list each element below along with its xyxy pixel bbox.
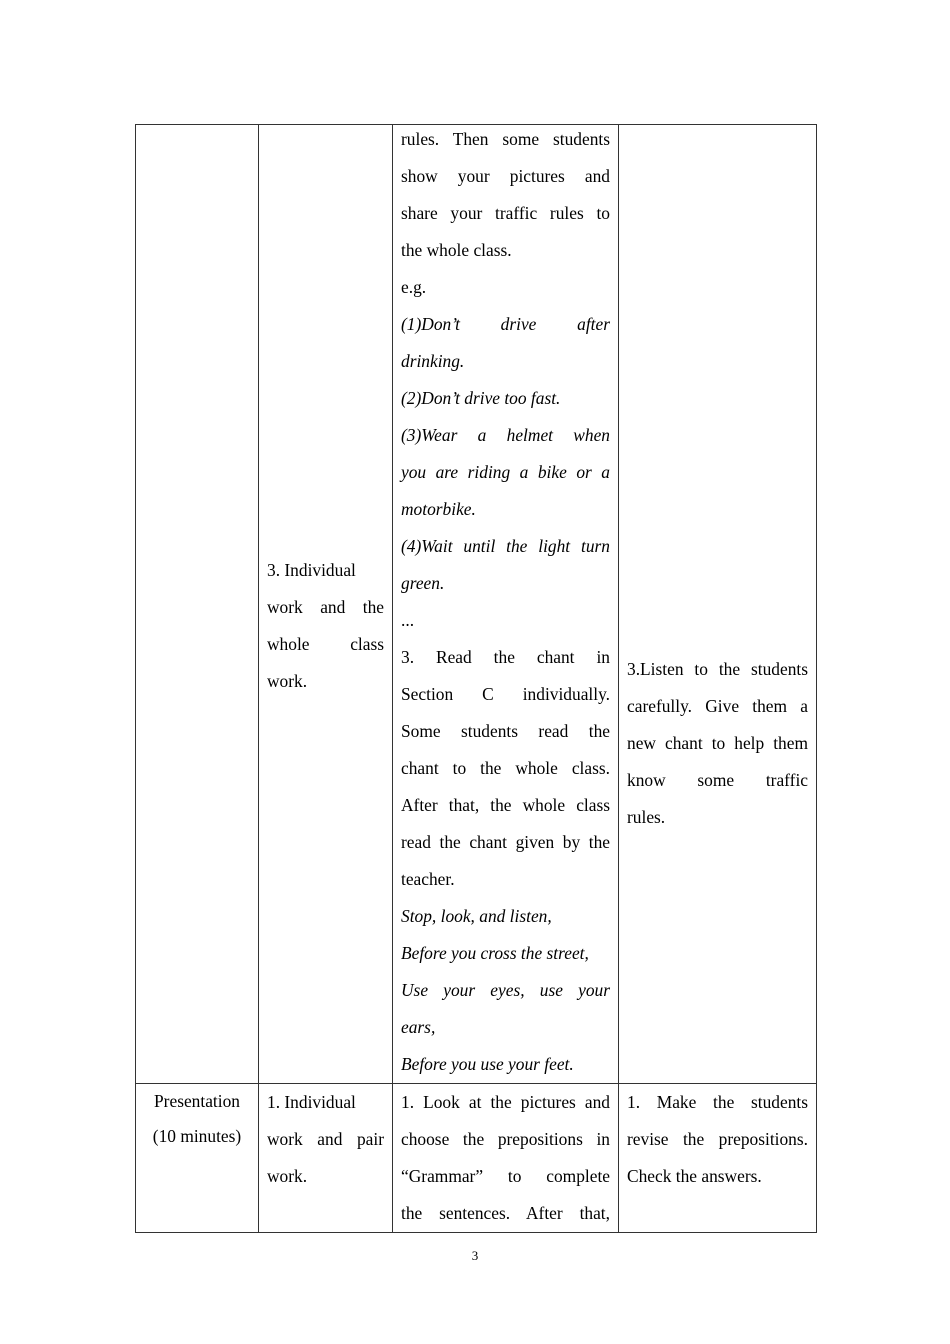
text-line: 1. Make the students: [627, 1092, 808, 1112]
text-line: new chant to help them: [627, 733, 808, 753]
traffic-rule: (4)Wait until the light turn: [401, 536, 610, 556]
lesson-plan-table: [135, 124, 817, 1233]
text-line: choose the prepositions in: [401, 1129, 610, 1149]
table-row: [136, 125, 817, 1084]
text-line: teacher.: [401, 869, 455, 889]
activity-type-line: work.: [267, 671, 308, 691]
page-number: 3: [471, 1248, 479, 1263]
text-line: revise the prepositions.: [627, 1129, 808, 1149]
activity-type-line: 3. Individual: [267, 560, 356, 580]
chant-line: Before you cross the street,: [401, 943, 589, 963]
activity-type-line: work and the: [267, 597, 384, 617]
table-row: [136, 1084, 817, 1233]
text-line: 3. Read the chant in: [401, 647, 610, 667]
chant-line: Before you use your feet.: [401, 1054, 574, 1074]
text-line: work.: [267, 1166, 308, 1186]
text-line: read the chant given by the: [401, 832, 610, 852]
teacher-activity-cell: [619, 1084, 817, 1233]
text-line: Section C individually.: [401, 684, 610, 704]
activity-type-line: whole class: [267, 634, 384, 654]
stage-cell: [136, 1084, 259, 1233]
traffic-rule: you are riding a bike or a: [401, 462, 610, 482]
text-line: know some traffic: [627, 770, 808, 790]
traffic-rule: green.: [401, 573, 445, 593]
traffic-rule: (2)Don’t drive too fast.: [401, 388, 561, 408]
student-activity-cell: [393, 1084, 619, 1233]
student-activity-cell: [393, 125, 619, 1084]
text-line: 1. Individual: [267, 1092, 356, 1112]
text-line: After that, the whole class: [401, 795, 610, 815]
stage-cell: [136, 125, 259, 1084]
text-line: 3.Listen to the students: [627, 659, 808, 679]
traffic-rule: drinking.: [401, 351, 465, 371]
activity-type-cell: [259, 1084, 393, 1233]
teacher-activity-cell: [619, 125, 817, 1084]
text-line: the sentences. After that,: [401, 1203, 610, 1223]
text-line: rules.: [627, 807, 666, 827]
text-line: the whole class.: [401, 240, 512, 260]
traffic-rule: motorbike.: [401, 499, 476, 519]
text-line: Some students read the: [401, 721, 610, 741]
text-line: “Grammar” to complete: [401, 1166, 610, 1186]
activity-type-cell: [259, 125, 393, 1084]
text-line: rules. Then some students: [401, 129, 610, 149]
traffic-rule: (3)Wear a helmet when: [401, 425, 610, 445]
chant-line: ears,: [401, 1017, 436, 1037]
text-line: show your pictures and: [401, 166, 610, 186]
text-line: ...: [401, 610, 415, 630]
chant-line: Stop, look, and listen,: [401, 906, 552, 926]
text-line: work and pair: [267, 1129, 384, 1149]
text-line: Check the answers.: [627, 1166, 762, 1186]
traffic-rule: (1)Don’t drive after: [401, 314, 610, 334]
text-line: share your traffic rules to: [401, 203, 610, 223]
text-line: chant to the whole class.: [401, 758, 610, 778]
text-line: 1. Look at the pictures and: [401, 1092, 610, 1112]
stage-duration: (10 minutes): [152, 1126, 242, 1146]
text-line: carefully. Give them a: [627, 696, 808, 716]
stage-name: Presentation: [154, 1091, 240, 1111]
text-line: e.g.: [401, 277, 427, 297]
chant-line: Use your eyes, use your: [401, 980, 610, 1000]
